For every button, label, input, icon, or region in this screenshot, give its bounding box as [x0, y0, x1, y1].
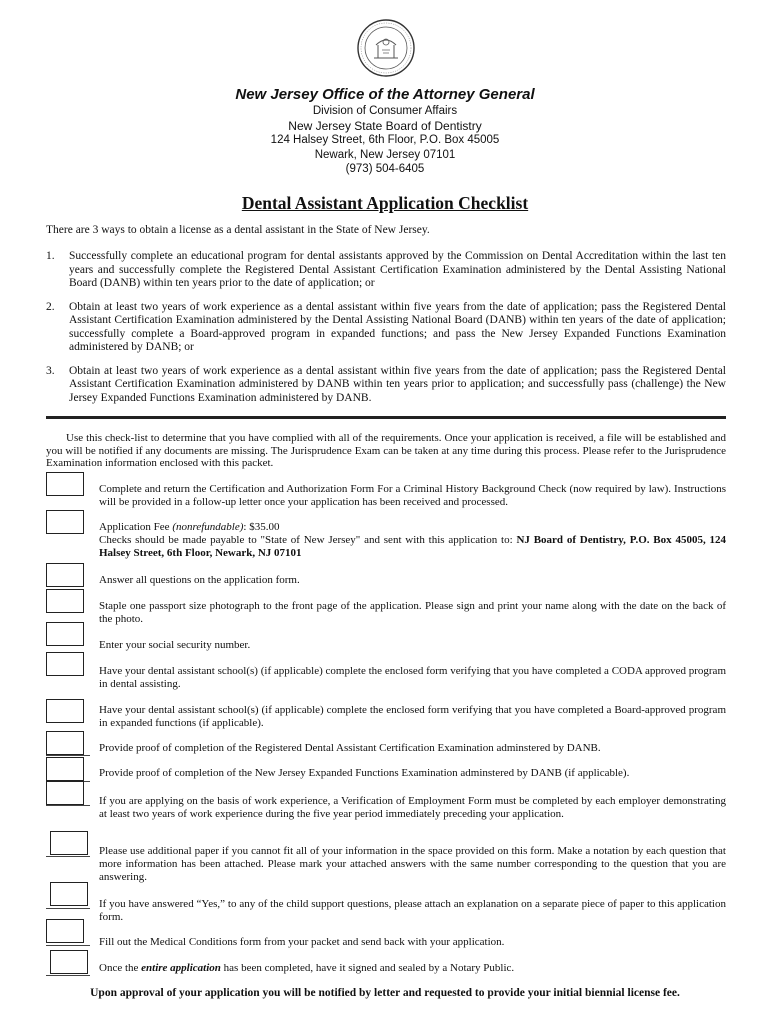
checklist-item: Enter your social security number. — [99, 639, 251, 651]
checklist-item: Staple one passport size photograph to the front page of the application. Please sign and print your name along with the date on the back of the photo. — [99, 600, 726, 625]
fee-instructions: Checks should be made payable to "State of New Jersey" and sent with this application to: — [99, 533, 517, 546]
checkbox-social-security[interactable] — [46, 622, 84, 646]
notary-text-start: Once the — [99, 962, 142, 974]
way-number: 1. — [46, 250, 55, 262]
fee-label: Application Fee — [99, 521, 173, 533]
page-title: Dental Assistant Application Checklist — [241, 193, 529, 213]
intro-text: There are 3 ways to obtain a license as a dental assistant in the State of New Jersey. — [46, 224, 430, 236]
org-name: New Jersey Office of the Attorney General — [235, 86, 535, 103]
checklist-item: If you have answered “Yes,” to any of the child support questions, please attach an explanation on a separate piece of paper to this application form. — [99, 898, 726, 923]
phone-number: (973) 504-6405 — [345, 163, 425, 175]
city-address: Newark, New Jersey 07101 — [314, 148, 456, 161]
checkbox-underline — [46, 945, 90, 946]
way-number: 2. — [46, 300, 55, 313]
checklist-item: Fill out the Medical Conditions form from your packet and send back with your application. — [99, 936, 505, 948]
checkbox-employment-verification[interactable] — [46, 781, 84, 805]
way-text: Obtain at least two years of work experience as a dental assistant within five years from the date of application; pass the Registered Dental Assistant Certification Examination administered by the Dental Assisting National Board (DANB) within ten years of the date of application; successfully complete a Board-approved program in expanded functions; and pass the New Jersey Expanded Functions Examination administered by DANB; or — [69, 300, 726, 353]
street-address: 124 Halsey Street, 6th Floor, P.O. Box 45005 — [270, 134, 500, 146]
fee-mailing-address: NJ Board of Dentistry, P.O. Box 45005, 124 Halsey Street, 6th Floor, Newark, NJ 07101 — [99, 533, 726, 559]
notary-text-emphasis: entire application — [141, 962, 221, 974]
checklist-item: Have your dental assistant school(s) (if applicable) complete the enclosed form verifying that you have completed a CODA approved program in dental assisting. — [99, 665, 726, 690]
checklist-item: Provide proof of completion of the New Jersey Expanded Functions Examination adminstered by DANB (if applicable). — [99, 767, 630, 779]
checkbox-underline — [46, 975, 90, 976]
way-number: 3. — [46, 364, 55, 377]
checklist-item: Have your dental assistant school(s) (if applicable) complete the enclosed form verifying that you have completed a Board-approved program in expanded functions (if applicable). — [99, 704, 726, 729]
checkbox-underline — [46, 805, 90, 806]
board-name: New Jersey State Board of Dentistry — [288, 118, 482, 133]
checkbox-coda-program[interactable] — [46, 652, 84, 676]
checklist-item — [99, 521, 726, 559]
checkbox-child-support-explanation[interactable] — [50, 882, 88, 906]
division-name: Division of Consumer Affairs — [312, 105, 458, 117]
checkbox-notary[interactable] — [50, 950, 88, 974]
checkbox-application-fee[interactable] — [46, 510, 84, 534]
checklist-item: Provide proof of completion of the Registered Dental Assistant Certification Examination adminstered by DANB. — [99, 742, 601, 754]
checkbox-underline — [46, 755, 90, 756]
checkbox-expanded-functions-program[interactable] — [46, 699, 84, 723]
checkbox-photograph[interactable] — [46, 589, 84, 613]
way-text: Obtain at least two years of work experience as a dental assistant within five years from the date of application; pass the Registered Dental Assistant Certification Examination administered by DANB within ten years prior to application; and successfully pass (challenge) the New Jersey Expanded Functions Examination administered by DANB. — [69, 364, 726, 404]
checkbox-underline — [46, 856, 90, 857]
fee-amount: : $35.00 — [243, 521, 280, 533]
way-text: Successfully complete an educational program for dental assistants approved by the Commission on Dental Accreditation within the last ten years and successfully complete the Registered Dental Assistant Certification Examination administered by the Dental Assisting National Board (DANB) within ten years prior to the date of application; or — [69, 250, 726, 289]
checkbox-medical-conditions[interactable] — [46, 919, 84, 943]
approval-notice: Upon approval of your application you will be notified by letter and requested to provide your initial biennial license fee. — [90, 987, 680, 999]
checkbox-criminal-history[interactable] — [46, 472, 84, 496]
checklist-item: Please use additional paper if you cannot fit all of your information in the space provided on this form. Make a notation by each question that more information has been attached. Please mark your attached answers with the same number corresponding to the question that you are answering. — [99, 845, 726, 883]
checklist-item: Complete and return the Certification and Authorization Form For a Criminal History Background Check (now required by law). Instructions will be provided in a follow-up letter once your application has been received and processed. — [99, 483, 726, 508]
notary-text-end: has been completed, have it signed and sealed by a Notary Public. — [220, 962, 515, 974]
checkbox-underline — [46, 908, 90, 909]
checkbox-rda-exam-proof[interactable] — [46, 731, 84, 755]
checklist-instructions: Use this check-list to determine that you have complied with all of the requirements. Once your application is received, a file will be established and you will be notified if any documents are missing. The Jurisprudence Exam can be taken at any time during this process. Please refer to the Jurisprudence Examination information enclosed with this packet. — [46, 432, 726, 469]
fee-note: (nonrefundable) — [172, 521, 244, 533]
checkbox-answer-questions[interactable] — [46, 563, 84, 587]
checklist-item — [99, 962, 726, 975]
checkbox-additional-paper[interactable] — [50, 831, 88, 855]
checklist-item: If you are applying on the basis of work experience, a Verification of Employment Form must be completed by each employer demonstrating at least two years of work experience during the five year period immediately preceding your application. — [99, 795, 726, 820]
checkbox-ef-exam-proof[interactable] — [46, 757, 84, 781]
checklist-item: Answer all questions on the application form. — [99, 574, 300, 586]
